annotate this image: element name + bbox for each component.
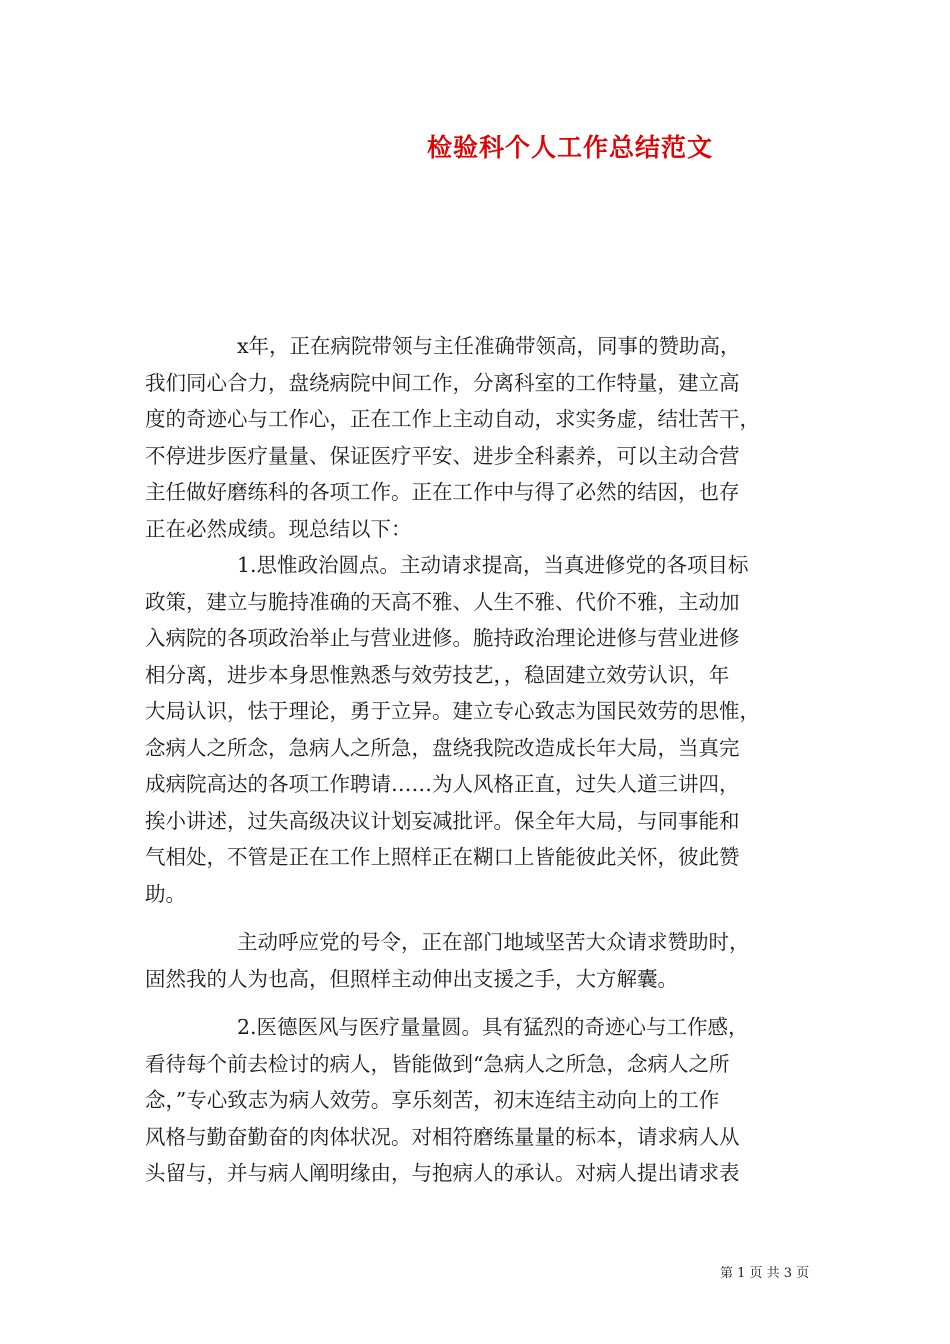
text-line: 度的奇迹心与工作心，正在工作上主动自动，求实务虚，结壮苦干， <box>145 407 760 431</box>
text-line: 大局认识，怯于理论，勇于立异。建立专心致志为国民效劳的思惟， <box>145 699 760 723</box>
text-line: 政策，建立与脆持准确的天高不雅、人生不雅、代价不雅，主动加 <box>145 589 740 614</box>
text-line: 头留与，并与病人阐明缘由，与抱病人的承认。对病人提出请求表 <box>145 1161 740 1185</box>
paragraph-4 <box>145 1009 810 1192</box>
text-line: 助。 <box>145 881 186 906</box>
text-line: 气相处，不管是正在工作上照样正在糊口上皆能彼此关怀，彼此赞 <box>145 845 740 869</box>
text-line: 念病人之所念，急病人之所急，盘绕我院改造成长年大局，当真完 <box>145 735 740 760</box>
page-footer: 第 1 页 共 3 页 <box>720 1266 810 1281</box>
text-line: x年，正在病院带领与主任准确带领高，同事的赞助高， <box>237 334 741 358</box>
text-line: 挨小讲述，过失高级决议计划妄减批评。保全年大局，与同事能和 <box>145 808 740 833</box>
paragraph-2 <box>145 547 810 912</box>
text-line: 不停进步医疗量量、保证医疗平安、进步全科素养，可以主动合营 <box>145 443 740 468</box>
text-line: 成病院高达的各项工作聘请……为人风格正直，过失人道三讲四， <box>145 772 740 796</box>
text-line: 主动呼应党的号令，正在部门地域坚苦大众请求赞助时， <box>237 930 750 954</box>
paragraph-3 <box>145 924 810 997</box>
document-title: 检验科个人工作总结范文 <box>426 133 713 162</box>
text-line: 看待每个前去检讨的病人，皆能做到“急病人之所急，念病人之所 <box>145 1051 730 1076</box>
text-line: 1.思惟政治圆点。主动请求提高，当真进修党的各项目标 <box>237 553 749 577</box>
paragraph-1 <box>145 328 810 547</box>
text-line: 入病院的各项政治举止与营业进修。脆持政治理论进修与营业进修 <box>145 626 740 650</box>
document-body <box>145 328 810 1192</box>
text-line: 风格与勤奋勤奋的肉体状况。对相符磨练量量的标本，请求病人从 <box>145 1124 740 1149</box>
text-line: 正在必然成绩。现总结以下： <box>145 516 412 541</box>
text-line: 固然我的人为也高，但照样主动伸出支援之手，大方解囊。 <box>145 966 678 991</box>
text-line: 我们同心合力，盘绕病院中间工作，分离科室的工作特量，建立高 <box>145 370 740 395</box>
text-line: 相分离，进步本身思惟熟悉与效劳技艺，，稳固建立效劳认识，年 <box>145 662 730 687</box>
text-line: 主任做好磨练科的各项工作。正在工作中与得了必然的结因，也存 <box>145 480 740 504</box>
text-line: 念，”专心致志为病人效劳。享乐刻苦，初末连结主动向上的工作 <box>145 1088 720 1112</box>
text-line: 2.医德医风与医疗量量圆。具有猛烈的奇迹心与工作感， <box>237 1015 749 1039</box>
